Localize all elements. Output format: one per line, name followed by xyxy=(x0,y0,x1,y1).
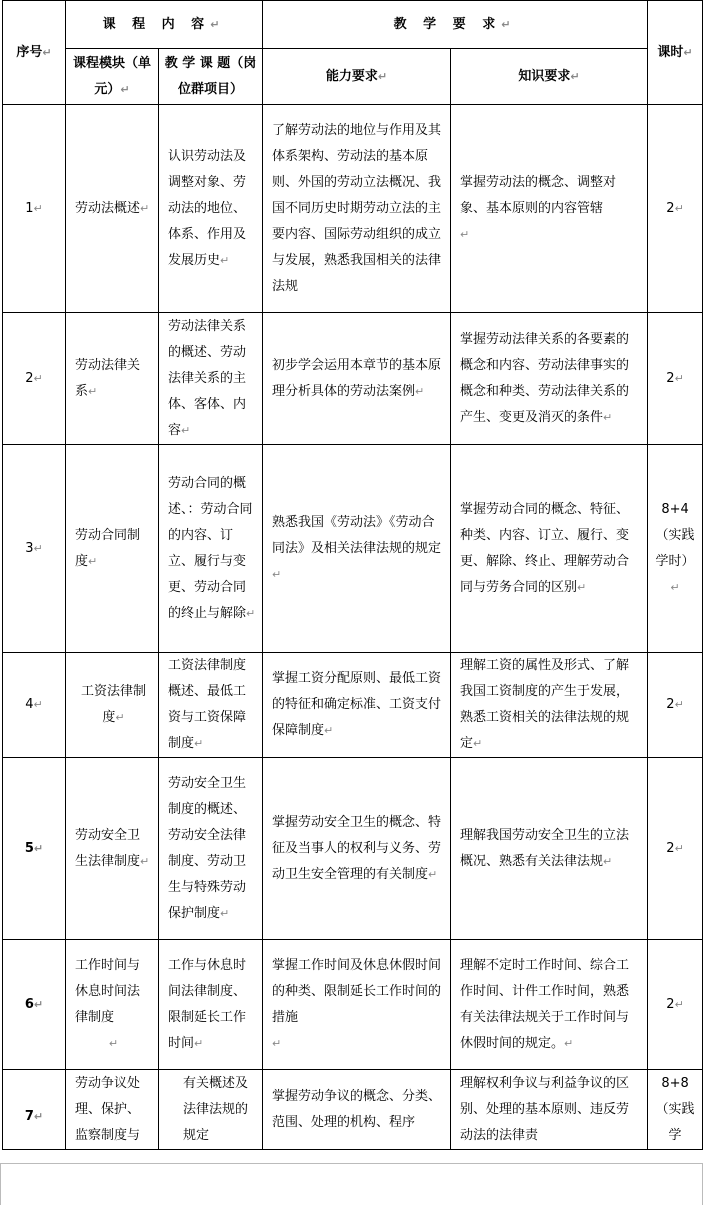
row-hours: 8+8（实践学 xyxy=(648,1070,703,1150)
row-topic: 劳动法律关系的概述、劳动法律关系的主体、客体、内容↵ xyxy=(159,313,263,445)
row-knowledge: 理解我国劳动安全卫生的立法概况、熟悉有关法律法规↵ xyxy=(451,758,648,940)
row-number: 3↵ xyxy=(3,445,66,653)
table-row xyxy=(3,313,703,445)
header-teaching-requirements: 教 学 要 求↵ xyxy=(263,1,648,49)
row-topic: 工资法律制度概述、最低工资与工资保障制度↵ xyxy=(159,653,263,758)
row-topic: 劳动安全卫生制度的概述、劳动安全法律制度、劳动卫生与特殊劳动保护制度↵ xyxy=(159,758,263,940)
header-ability: 能力要求↵ xyxy=(263,49,451,105)
row-ability: 熟悉我国《劳动法》《劳动合同法》及相关法律法规的规定↵ xyxy=(263,445,451,653)
row-topic: 有关概述及法律法规的规定 xyxy=(159,1070,263,1150)
row-number: 1↵ xyxy=(3,105,66,313)
header-topic: 教 学 课 题（岗位群项目） xyxy=(159,49,263,105)
header-hours: 课时↵ xyxy=(648,1,703,105)
course-table xyxy=(2,0,703,1150)
row-number: 4↵ xyxy=(3,653,66,758)
row-module: 劳动法律关系↵ xyxy=(66,313,159,445)
row-module: 工资法律制度↵ xyxy=(66,653,159,758)
row-knowledge: 理解权利争议与利益争议的区别、处理的基本原则、违反劳动法的法律责 xyxy=(451,1070,648,1150)
header-module: 课程模块（单元）↵ xyxy=(66,49,159,105)
row-hours: 2↵ xyxy=(648,940,703,1070)
row-number: 2↵ xyxy=(3,313,66,445)
page-bottom-frame xyxy=(0,1163,703,1205)
row-ability: 掌握工资分配原则、最低工资的特征和确定标准、工资支付保障制度↵ xyxy=(263,653,451,758)
row-ability: 掌握劳动争议的概念、分类、范围、处理的机构、程序 xyxy=(263,1070,451,1150)
row-ability: 了解劳动法的地位与作用及其体系架构、劳动法的基本原则、外国的劳动立法概况、我国不同历史时期劳动立法的主要内容、国际劳动组织的成立与发展，熟悉我国相关的法律法规 xyxy=(263,105,451,313)
row-hours: 2↵ xyxy=(648,758,703,940)
table-row xyxy=(3,105,703,313)
row-number: 6↵ xyxy=(3,940,66,1070)
row-ability: 初步学会运用本章节的基本原理分析具体的劳动法案例↵ xyxy=(263,313,451,445)
row-knowledge: 掌握劳动法律关系的各要素的概念和内容、劳动法律事实的概念和种类、劳动法律关系的产生、变更及消灭的条件↵ xyxy=(451,313,648,445)
row-module: 工作时间与休息时间法律制度 ↵ xyxy=(66,940,159,1070)
row-topic: 认识劳动法及调整对象、劳动法的地位、体系、作用及发展历史↵ xyxy=(159,105,263,313)
row-number: 5↵ xyxy=(3,758,66,940)
row-topic: 工作与休息时间法律制度、限制延长工作时间↵ xyxy=(159,940,263,1070)
row-module: 劳动安全卫生法律制度↵ xyxy=(66,758,159,940)
row-module: 劳动法概述↵ xyxy=(66,105,159,313)
row-knowledge: 理解工资的属性及形式、了解我国工资制度的产生于发展，熟悉工资相关的法律法规的规定↵ xyxy=(451,653,648,758)
row-module: 劳动争议处理、保护、监察制度与 xyxy=(66,1070,159,1150)
row-hours: 2↵ xyxy=(648,653,703,758)
row-topic: 劳动合同的概述、：劳动合同的内容、订立、履行与变更、劳动合同的终止与解除↵ xyxy=(159,445,263,653)
row-hours: 2↵ xyxy=(648,313,703,445)
row-knowledge: 掌握劳动合同的概念、特征、种类、内容、订立、履行、变更、解除、终止、理解劳动合同与劳务合同的区别↵ xyxy=(451,445,648,653)
row-module: 劳动合同制度↵ xyxy=(66,445,159,653)
table-row xyxy=(3,445,703,653)
table-row xyxy=(3,758,703,940)
header-seq: 序号↵ xyxy=(3,1,66,105)
row-knowledge: 掌握劳动法的概念、调整对象、基本原则的内容管辖 ↵ xyxy=(451,105,648,313)
row-ability: 掌握劳动安全卫生的概念、特征及当事人的权利与义务、劳动卫生安全管理的有关制度↵ xyxy=(263,758,451,940)
row-knowledge: 理解不定时工作时间、综合工作时间、计件工作时间，熟悉有关法律法规关于工作时间与休假时间的规定。↵ xyxy=(451,940,648,1070)
row-number: 7↵ xyxy=(3,1070,66,1150)
row-hours: 8+4（实践学时）↵ xyxy=(648,445,703,653)
header-course-content: 课 程 内 容↵ xyxy=(66,1,263,49)
table-row xyxy=(3,940,703,1070)
table-row xyxy=(3,1070,703,1150)
row-ability: 掌握工作时间及休息休假时间的种类、限制延长工作时间的措施 ↵ xyxy=(263,940,451,1070)
header-knowledge: 知识要求↵ xyxy=(451,49,648,105)
table-row xyxy=(3,653,703,758)
row-hours: 2↵ xyxy=(648,105,703,313)
